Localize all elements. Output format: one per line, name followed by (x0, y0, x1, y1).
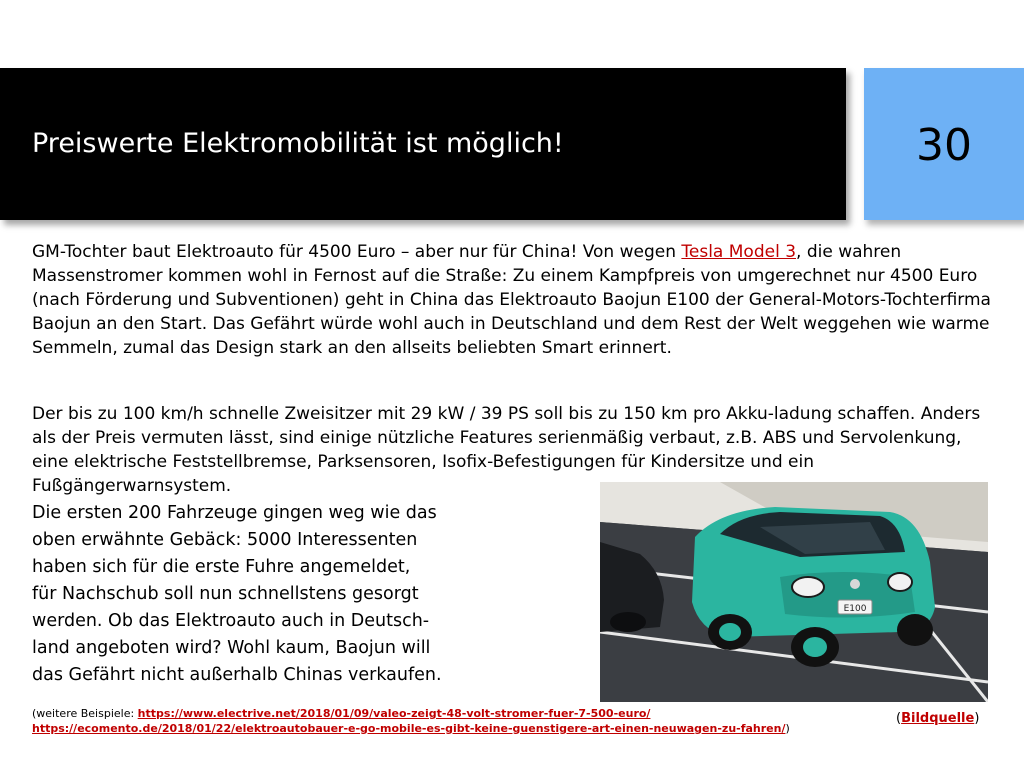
slide-title: Preiswerte Elektromobilität ist möglich! (32, 128, 564, 159)
slide-number: 30 (916, 120, 972, 171)
baojun-e100-image (600, 482, 988, 702)
intro-text-end: , die wahren Massenstromer kommen wohl in Fernost auf die Straße: Zu einem Kampfpreis von umgerechnet nur 4500 Euro (nach Förderung und Subventionen) geht in China das Elektroauto Baojun E100 der General-Motors-Tochterfirma Baojun an den Start. Das Gefährt würde wohl auch in Deutschland und dem Rest der Welt weggehen wie warme Semmeln, zumal das Design stark an den allseits beliebten Smart erinnert. (32, 242, 991, 358)
sales-line: haben sich für die erste Fuhre angemeldet, (32, 557, 411, 577)
bildquelle-link[interactable]: Bildquelle (901, 711, 975, 726)
sales-line: land angeboten wird? Wohl kaum, Baojun will (32, 638, 431, 658)
image-credit-close: ) (974, 711, 980, 726)
sales-line: Die ersten 200 Fahrzeuge gingen weg wie das (32, 503, 437, 523)
sales-line: das Gefährt nicht außerhalb Chinas verkaufen. (32, 665, 442, 685)
intro-text-start: GM-Tochter baut Elektroauto für 4500 Euro – aber nur für China! Von wegen (32, 242, 682, 262)
sales-line: oben erwähnte Gebäck: 5000 Interessenten (32, 530, 418, 550)
plate-text: E100 (843, 604, 867, 614)
image-credit-open: ( (896, 711, 902, 726)
reference-link-electrive[interactable]: https://www.electrive.net/2018/01/09/valeo-zeigt-48-volt-stromer-fuer-7-500-euro/ (137, 707, 651, 720)
sales-line: werden. Ob das Elektroauto auch in Deutsch- (32, 611, 430, 631)
paragraph-features: Der bis zu 100 km/h schnelle Zweisitzer mit 29 kW / 39 PS soll bis zu 150 km pro Akku-ladung schaffen. Anders als der Preis vermuten lässt, sind einige nützliche Features serienmäßig verbaut, z.B. ABS und Servolenkung, eine elektrische Feststellbremse, Parksensoren, Isofix-Befestigungen für Kindersitze und ein Fußgängerwarnsystem. (32, 404, 981, 496)
references-prefix: (weitere Beispiele: (32, 707, 138, 720)
sales-line: für Nachschub soll nun schnellstens gesorgt (32, 584, 419, 604)
car-photo (600, 482, 988, 702)
paragraph-sales (32, 500, 592, 689)
tesla-model-3-link[interactable]: Tesla Model 3 (681, 242, 797, 262)
image-credit (896, 711, 979, 726)
references-suffix: ) (785, 722, 790, 735)
reference-link-ecomento[interactable]: https://ecomento.de/2018/01/22/elektroautobauer-e-go-mobile-es-gibt-keine-guenstigere-art-einen-neuwagen-zu-fahren/ (32, 722, 786, 735)
references (32, 706, 882, 736)
paragraph-intro (32, 240, 1002, 360)
